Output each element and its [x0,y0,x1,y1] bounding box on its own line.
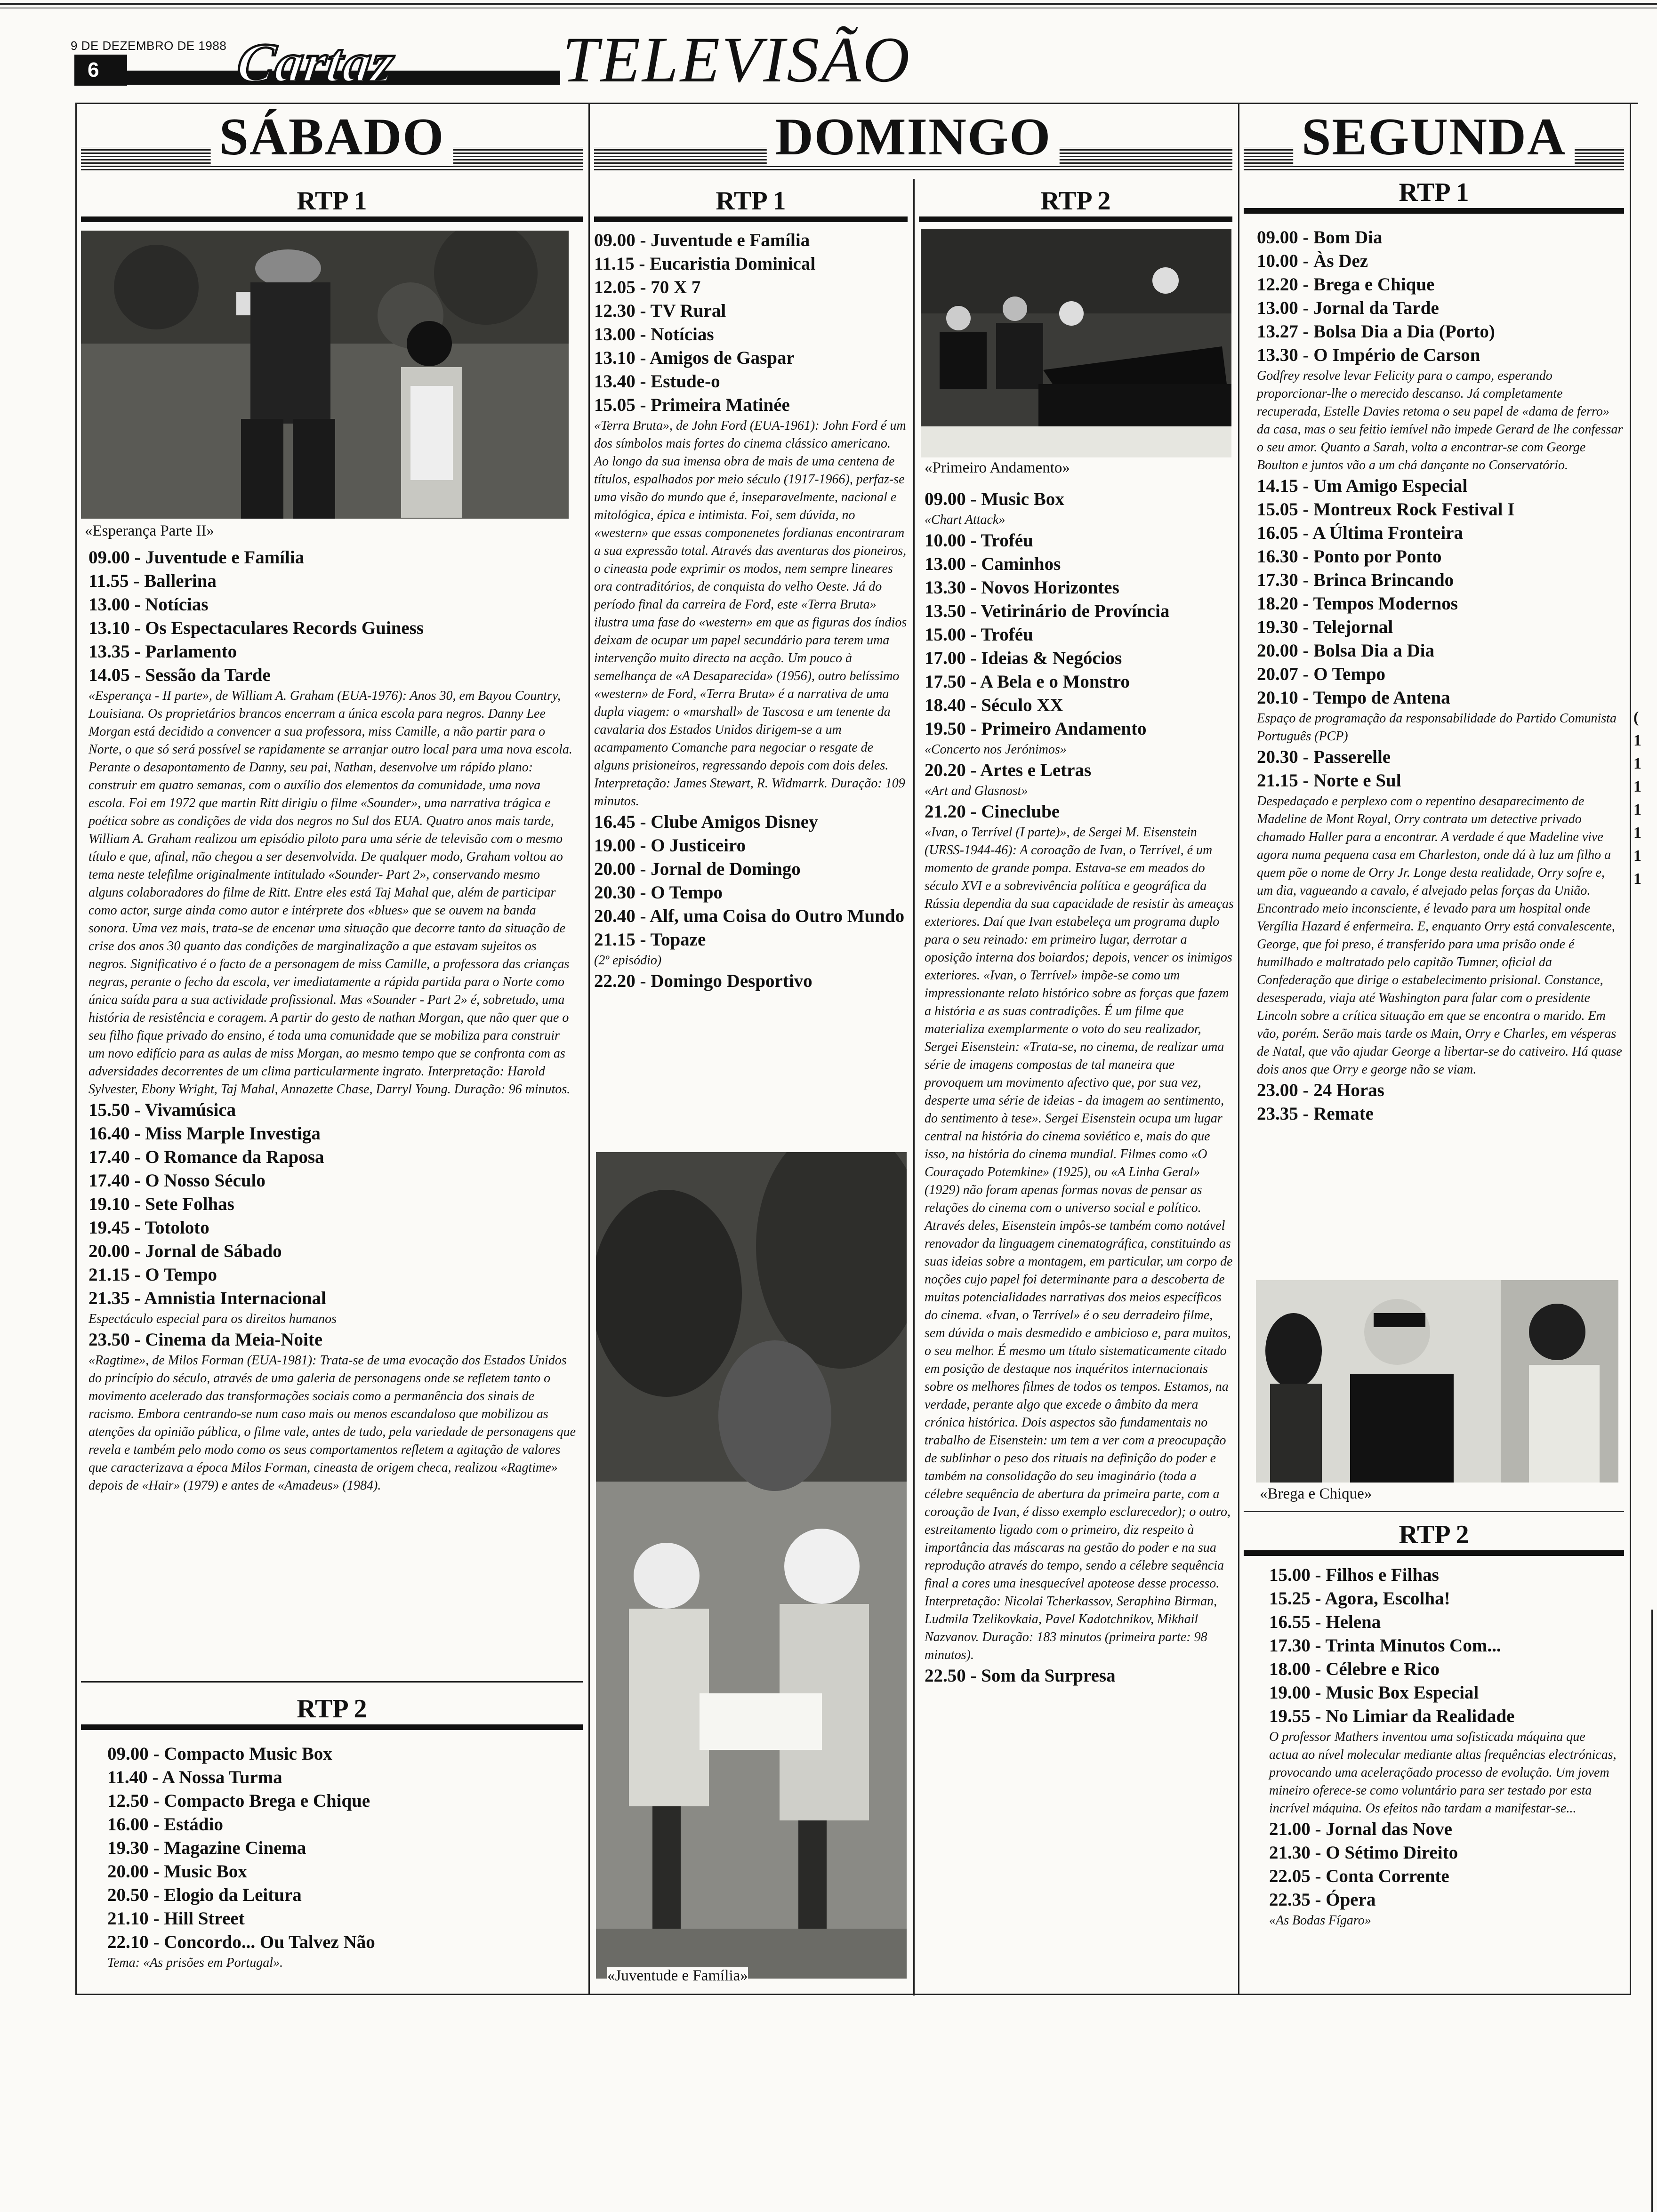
program-title: 19.55 - No Limiar da Realidade [1269,1706,1515,1726]
program-title: 13.00 - Notícias [88,594,209,615]
photo-caption: «Primeiro Andamento» [925,459,1070,476]
photo-caption: «Juventude e Família» [607,1967,748,1984]
program-title: 18.40 - Século XX [925,695,1063,715]
program-title: 20.50 - Elogio da Leitura [107,1885,302,1905]
photo-caption: «Brega e Chique» [1260,1485,1372,1502]
edge-fragment: 1 [1633,847,1641,865]
program-title: 12.50 - Compacto Brega e Chique [107,1791,370,1811]
program-title: 21.10 - Hill Street [107,1908,245,1929]
program-title: 10.00 - Às Dez [1257,251,1368,271]
program-title: 16.55 - Helena [1269,1612,1381,1632]
program-title: 18.00 - Célebre e Rico [1269,1659,1440,1679]
frame-top-rule [75,103,1638,104]
program-description: Despedaçado e perplexo com o repentino desaparecimento de Madeline de Mont Royal, Orry contrata um detective privado chamado Haller para a encontrar. A verdade é que Madeline vive agora numa pequena casa em Charleston, onde dá à luz um filho a quem põe o nome de Orry Jr. Longe desta realidade, Orry sofre e, um dia, vagueando a cavalo, é alvejado pelas forças da União. Encontrado meio inconsciente, é levado para um hospital onde Vergília Hazard é enfermeira. E, enquanto Orry está convalescente, George, que foi preso, é transferido para uma prisão onde é humilhado e maltratado pelo capitão Tumner, oficial da Confederação que dirige o estabelecimento prisional. Constance, desesperada, viaja até Washington para falar com o presidente Lincoln sobre a crítica situação em que se encontra o marido. Em vão, porém. Serão mais tarde os Main, Orry e Charles, em vésperas de Natal, que vão ajudar George a libertar-se do cativeiro. Há quase dois anos que Orry e george não se viam. [1257,794,1622,1077]
program-description: «As Bodas Fígaro» [1269,1913,1371,1928]
schedule-domingo-rtp2 [925,488,1235,1688]
program-title: 16.40 - Miss Marple Investiga [88,1123,321,1144]
channel-header-rtp1: RTP 1 [594,187,908,216]
program-title: 18.20 - Tempos Modernos [1257,593,1458,614]
schedule-sabado-rtp1 [88,546,578,1495]
program-title: 11.40 - A Nossa Turma [107,1767,282,1787]
program-title: 15.25 - Agora, Escolha! [1269,1588,1450,1609]
program-title: 20.00 - Music Box [107,1861,247,1882]
edge-fragment: 1 [1633,801,1641,818]
program-title: 11.55 - Ballerina [88,571,217,591]
edge-fragment: 1 [1633,732,1641,749]
program-title: 13.10 - Amigos de Gaspar [594,348,795,368]
program-title: 20.20 - Artes e Letras [925,760,1092,780]
section-title: TELEVISÃO [563,24,912,96]
channel-header-rtp2: RTP 2 [919,187,1232,216]
program-title: 09.00 - Juventude e Família [594,230,810,250]
program-title: 19.00 - O Justiceiro [594,835,746,856]
schedule-domingo-rtp1 [594,229,908,993]
program-title: 20.10 - Tempo de Antena [1257,688,1450,708]
program-title: 17.30 - Trinta Minutos Com... [1269,1635,1501,1656]
program-title: 16.30 - Ponto por Ponto [1257,546,1442,567]
program-title: 12.30 - TV Rural [594,301,726,321]
program-title: 14.15 - Um Amigo Especial [1257,476,1468,496]
photo-brega-e-chique [1256,1280,1618,1483]
next-column-fragments [1633,706,1652,890]
program-title: 10.00 - Troféu [925,530,1033,551]
frame-bottom-rule [75,1994,1631,1995]
program-description: Godfrey resolve levar Felicity para o campo, esperando proporcionar-lhe o merecido descanso. Já completamente recuperada, Estelle Davies retoma o seu papel de «dama de ferro» da casa, mas o seu feitio iemível não impede Gerard de lhe confessar o seu amor. Quanto a Sarah, volta a encontrar-se com George Boulton e juntos vão a um chá dançante no Conservatório. [1257,369,1623,473]
program-title: 21.30 - O Sétimo Direito [1269,1843,1458,1863]
divider-domingo-segunda [1238,103,1239,1995]
program-description: «Esperança - II parte», de William A. Graham (EUA-1976): Anos 30, em Bayou Country, Louisiana. Os proprietários brancos encerram a única escola para negros. Danny Lee Morgan está decidido a convencer a sua professora, miss Camille, a não partir para o Norte, o que só será possível se rapidamente se arranjar outro local para uma nova escola. Perante o desapontamento de Danny, seu pai, Nathan, desenvolve um rápido plano: construir em quatro semanas, com o auxílio dos elementos da comunidade, uma nova escola. Foi em 1972 que martin Ritt dirigiu o filme «Sounder», uma narrativa trágica e poética sobre as condições de vida dos negros no Sul dos EUA. Quatro anos mais tarde, William A. Graham realizou um episódio piloto para uma série de televisão com o mesmo título e que, afinal, não chegou a ser desenvolvida. De qualquer modo, Graham voltou ao tema neste telefilme originalmente intitulado «Sounder- Part 2», conservando mesmo alguns colaboradores do filme de Ritt. Entre eles está Taj Mahal que, além de participar como actor, surge ainda como autor e intérprete dos «blues» que se ouvem na banda sonora. Uma vez mais, trata-se de encenar uma situação que decorre tanto da situação de crise dos anos 30 quanto das condições de marginalização a que estavam sujeitos os negros. Significativo é o facto de a personagem de miss Camille, a professora das crianças negras, perante o fecho da escola, ver imediatamente a rápida partida para o Norte como única saída para a sua actividade profissional. Mas «Sounder - Part 2» é, sobretudo, uma história de resistência e coragem. A partir do gesto de nathan Morgan, que não quer que o seu filho fique privado do ensino, é toda uma comunidade que se mobiliza para construir um novo edifício para as aulas de miss Morgan, ao mesmo tempo que se confronta com as adversidades decorrentes de um clima particularmente ingrato. Interpretação: Harold Sylvester, Ebony Wright, Taj Mahal, Annazette Chase, Darryl Young. Duração: 96 minutos. [88,689,572,1097]
program-title: 19.30 - Telejornal [1257,617,1393,637]
program-title: 16.05 - A Última Fronteira [1257,523,1463,543]
program-title: 21.15 - Topaze [594,930,706,950]
program-title: 15.05 - Montreux Rock Festival I [1257,499,1515,520]
program-title: 13.00 - Jornal da Tarde [1257,298,1439,318]
program-title: 12.05 - 70 X 7 [594,277,701,297]
edge-fragment: 1 [1633,824,1641,842]
program-title: 13.00 - Caminhos [925,554,1061,574]
photo-primeiro-andamento-image [921,229,1231,457]
program-title: 16.00 - Estádio [107,1814,223,1835]
program-title: 20.07 - O Tempo [1257,664,1386,684]
program-title: 13.35 - Parlamento [88,641,237,662]
program-title: 20.00 - Jornal de Sábado [88,1241,282,1261]
program-title: 13.27 - Bolsa Dia a Dia (Porto) [1257,321,1495,342]
program-title: 19.50 - Primeiro Andamento [925,719,1147,739]
top-rule [0,3,1657,5]
program-title: 12.20 - Brega e Chique [1257,274,1435,295]
program-title: 20.30 - Passerelle [1257,747,1391,767]
channel-header-rtp1: RTP 1 [81,187,583,216]
photo-juventude-e-familia [596,1152,907,1979]
schedule-segunda-rtp1 [1257,226,1624,1126]
program-title: 17.30 - Brinca Brincando [1257,570,1454,590]
program-title: 21.15 - Norte e Sul [1257,770,1401,791]
program-title: 21.20 - Cineclube [925,801,1060,822]
program-title: 22.35 - Ópera [1269,1890,1376,1910]
program-title: 17.50 - A Bela e o Monstro [925,672,1130,692]
day-label: DOMINGO [767,108,1060,166]
issue-date: 9 DE DEZEMBRO DE 1988 [71,39,227,53]
day-header-segunda [1244,108,1624,179]
cartaz-logo: Cartaz [233,32,399,94]
program-description: «Art and Glasnost» [925,784,1028,798]
program-title: 13.30 - Novos Horizontes [925,577,1119,598]
program-title: 09.00 - Bom Dia [1257,227,1383,248]
program-title: 22.50 - Som da Surpresa [925,1666,1116,1686]
day-label: SÁBADO [211,108,453,166]
edge-fragment: 1 [1633,755,1641,772]
program-description: Tema: «As prisões em Portugal». [107,1956,283,1970]
program-title: 13.00 - Notícias [594,324,714,345]
program-title: 13.30 - O Império de Carson [1257,345,1480,365]
program-title: 15.05 - Primeira Matinée [594,395,790,415]
program-title: 22.05 - Conta Corrente [1269,1866,1449,1886]
rtp2-separator [1244,1511,1624,1512]
program-title: 23.50 - Cinema da Meia-Noite [88,1330,323,1350]
program-description: «Terra Bruta», de John Ford (EUA-1961): John Ford é um dos símbolos mais fortes do cinema clássico americano. Ao longo da sua imensa obra de mais de uma centena de títulos, espalhados por meio século (1917-1966), perfaz-se uma visão do mundo que é, inseparavelmente, nacional e mitológica, épica e intimista. Foi, sem dúvida, no «western» que essas componenetes fordianas encontraram a sua expressão total. Através das aventuras dos pioneiros, o cineasta pode exprimir os modos, nem sempre lineares ora contraditórios, de conquista do velho Oeste. Já do período final da carreira de Ford, este «Terra Bruta» ilustra uma fase do «western» em que as figuras dos índios deixam de ocupar um papel secundário para terem uma intervenção muito directa na acção. Um pouco à semelhança de «A Desaparecida» (1956), outro belíssimo «western» de Ford, «Terra Bruta» é a narrativa de uma dupla viagem: o «marshall» de Tascosa e um tenente da cavalaria dos Estados Unidos dirigem-se a um acampamento Comanche para negociar o resgate de alguns prisioneiros, regressando depois com dois deles. Interpretação: James Stewart, R. Widmarrk. Duração: 109 minutos. [594,418,907,809]
program-title: 21.15 - O Tempo [88,1265,217,1285]
program-title: 20.00 - Jornal de Domingo [594,859,801,879]
program-title: 09.00 - Compacto Music Box [107,1744,332,1764]
program-description: «Concerto nos Jerónimos» [925,742,1067,757]
program-description: «Ragtime», de Milos Forman (EUA-1981): Trata-se de uma evocação dos Estados Unidos do princípio do século, através de uma galeria de personagens onde se refletem tanto o movimento acelerado das transformações sociais como a permanência dos sinais de racismo. Embora centrando-se num caso mais ou menos escandaloso que mobilizou as atenções da opinião pública, o filme vale, antes de tudo, pela variedade de personagens que revela e também pelo modo como os seus comportamentos refletem a agitação de valores que caracterizava a época Milos Forman, cineasta de origem checa, realizou «Ragtime» depois de «Hair» (1979) e antes de «Amadeus» (1984). [88,1353,576,1493]
program-title: 19.10 - Sete Folhas [88,1194,234,1214]
channel-header-rtp2: RTP 2 [1244,1521,1624,1549]
program-title: 14.05 - Sessão da Tarde [88,665,271,685]
program-title: 19.00 - Music Box Especial [1269,1683,1479,1703]
program-title: 17.40 - O Nosso Século [88,1170,265,1191]
program-title: 22.20 - Domingo Desportivo [594,971,812,991]
edge-fragment: ( [1633,709,1639,726]
program-title: 15.50 - Vivamúsica [88,1100,236,1120]
photo-esperanca [81,231,569,519]
program-title: 22.10 - Concordo... Ou Talvez Não [107,1932,375,1952]
program-title: 21.00 - Jornal das Nove [1269,1819,1452,1839]
day-label: SEGUNDA [1293,108,1575,166]
program-title: 16.45 - Clube Amigos Disney [594,812,818,832]
program-title: 19.30 - Magazine Cinema [107,1838,306,1858]
day-header-domingo [594,108,1232,179]
divider-segunda-edge [1630,103,1631,1995]
program-title: 23.35 - Remate [1257,1104,1374,1124]
program-title: 13.50 - Vetirinário de Província [925,601,1170,621]
program-title: 13.40 - Estude-o [594,371,720,392]
program-description: Espectáculo especial para os direitos humanos [88,1312,337,1326]
program-title: 20.40 - Alf, uma Coisa do Outro Mundo [594,906,905,926]
program-title: 19.45 - Totoloto [88,1218,209,1238]
photo-brega-image [1256,1280,1618,1483]
divider-sabado-domingo [588,103,590,1995]
program-title: 15.00 - Filhos e Filhas [1269,1565,1439,1585]
frame-left-rule [75,103,77,1995]
edge-fragment: 1 [1633,870,1641,888]
program-title: 23.00 - 24 Horas [1257,1080,1384,1100]
program-title: 09.00 - Juventude e Família [88,547,305,568]
photo-caption: «Esperança Parte II» [85,522,214,539]
program-title: 17.40 - O Romance da Raposa [88,1147,324,1167]
program-title: 15.00 - Troféu [925,625,1033,645]
rtp2-separator [81,1681,583,1683]
program-title: 21.35 - Amnistia Internacional [88,1288,326,1308]
program-title: 17.00 - Ideias & Negócios [925,648,1122,668]
program-title: 20.30 - O Tempo [594,882,723,903]
divider-domingo-channels [913,179,915,1996]
program-title: 09.00 - Music Box [925,489,1064,509]
schedule-segunda-rtp2 [1269,1563,1617,1930]
page-number: 6 [74,55,127,86]
photo-primeiro-andamento [921,229,1231,457]
program-description: «Ivan, o Terrível (I parte)», de Sergei M. Eisenstein (URSS-1944-46): A coroação de Ivan, o Terrível, é um momento de grande pompa. Estava-se em meados do século XVI e a sobrevivência política e geográfica da Rússia dependia da sua capacidade de resistir às ameaças exteriores. Daí que Ivan estabeleça um programa duplo para o seu reinado: em primeiro lugar, derrotar a oposição interna dos boiardos; depois, vencer os inimigos exteriores. «Ivan, o Terrível» impõe-se como um impressionante relato histórico sobre as forças que fazem a história e as suas contradições. É um filme que materializa exemplarmente o voto do seu realizador, Sergei Eisenstein: «Trata-se, no cinema, de realizar uma série de imagens compostas de tal maneira que provoquem um movimento afectivo que, por sua vez, desperte uma série de ideias - da imagem ao sentimento, do sentimento à tese». Sergei Eisenstein ocupa um lugar central na história do cinema soviético e, mais do que isso, na história do cinema mundial. Filmes como «O Couraçado Potemkine» (1925), ou «A Linha Geral» (1929) não foram apenas formas novas de pensar as relações do cinema com o universo social e político. Através deles, Eisenstein impôs-se também como notável renovador da linguagem cinematográfica, constituindo as suas ideias sobre a montagem, em particular, um corpo de noções cujo papel foi determinante para a descoberta de muitas potencialidades narrativas dos meios específicos do cinema. «Ivan, o Terrível» é o seu derradeiro filme, sem dúvida o mais desmedido e ambicioso e, para muitos, o seu melhor. É mesmo um título sistematicamente citado em posição de destaque nos inquéritos internacionais sobre os melhores filmes de todos os tempos. Estamos, na verdade, perante algo que excede o âmbito da mera crónica histórica. Dois aspectos são fundamentais no trabalho de Eisenstein: um tem a ver com a preocupação de sublinhar o peso dos rituais na definição do poder e também na consolidação do seu imaginário (toda a célebre sequência de abertura da primeira parte, com a coroação de Ivan, é disso exemplo esclarecedor); o outro, estreitamento ligado com o primeiro, diz respeito à importância das máscaras na gestão do poder e na sua reprodução através do tempo, sendo a célebre sequência final a cores uma inesquecível apoteose desse processo. Interpretação: Nicolai Tcherkassov, Seraphina Birman, Ludmila Tzelikovkaia, Pavel Kadotchnikov, Mikhail Nazvanov. Duração: 183 minutos (primeira parte: 98 minutos). [925,825,1234,1662]
channel-header-rtp2: RTP 2 [81,1695,583,1723]
program-title: 11.15 - Eucaristia Dominical [594,254,816,274]
edge-fragment: 1 [1633,778,1641,795]
schedule-sabado-rtp2 [107,1742,573,1972]
program-title: 13.10 - Os Espectaculares Records Guiness [88,618,424,638]
program-description: O professor Mathers inventou uma sofisticada máquina que actua ao nível molecular mediante altas frequências electrónicas, provocando uma aceleraçõado processo de evolução. Um jovem mineiro oferece-se como voluntário para ser testado por esta incrível máquina. Os efeitos não tardam a manifestar-se... [1269,1730,1617,1816]
program-description: (2º episódio) [594,953,662,968]
photo-juventude-image [596,1152,907,1979]
page-fold-line [1651,1610,1653,2212]
program-description: Espaço de programação da responsabilidade do Partido Comunista Português (PCP) [1257,711,1617,744]
day-header-sabado [81,108,583,179]
program-title: 20.00 - Bolsa Dia a Dia [1257,641,1435,661]
photo-esperanca-image [81,231,569,519]
channel-header-rtp1: RTP 1 [1244,179,1624,207]
program-description: «Chart Attack» [925,513,1005,527]
